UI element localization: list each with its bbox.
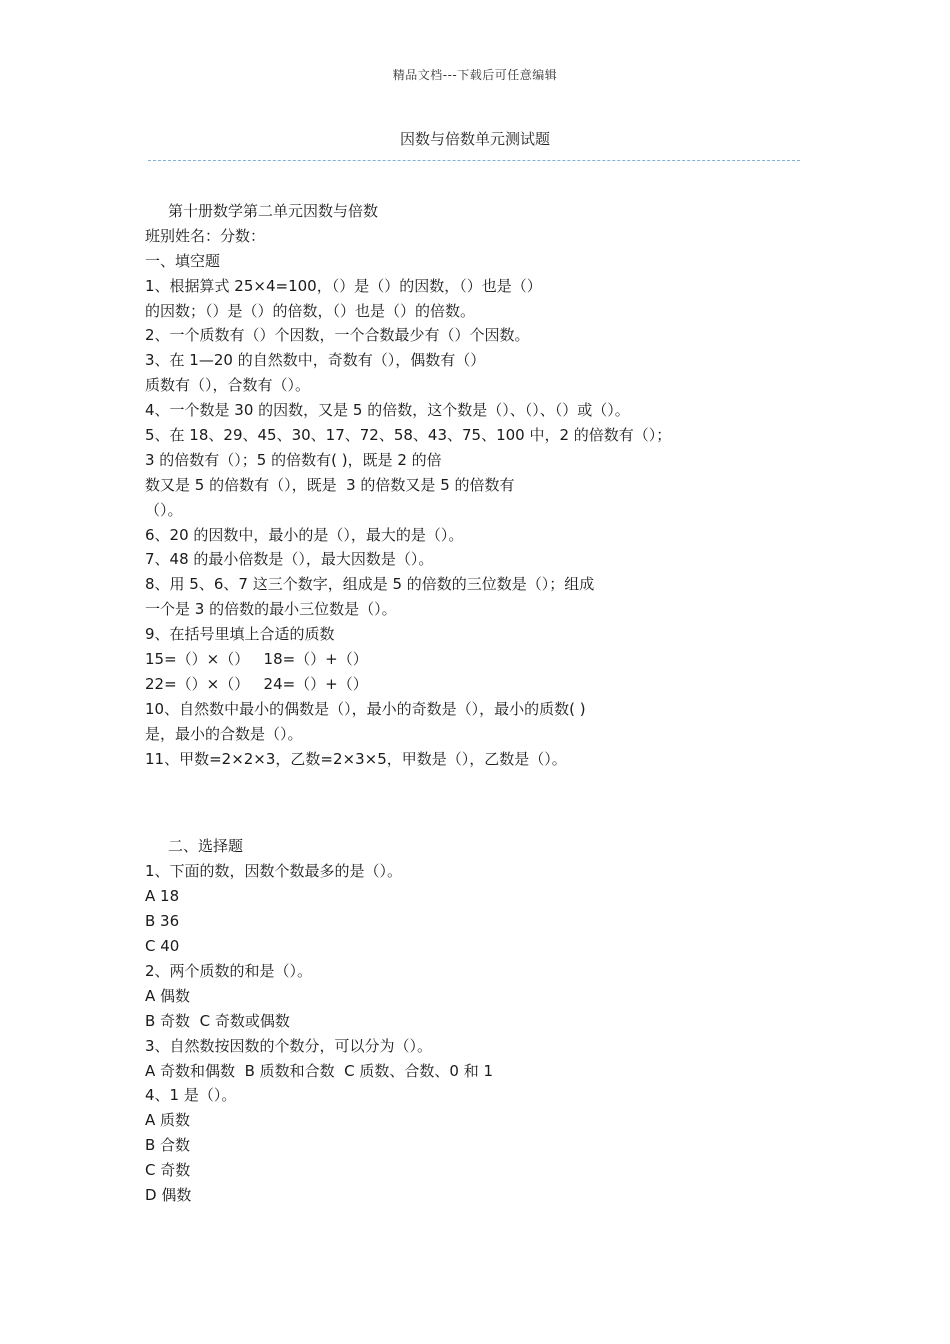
choice-option: A 18	[145, 887, 180, 906]
question-line: 数又是 5 的倍数有（），既是 3 的倍数又是 5 的倍数有	[145, 475, 515, 494]
choice-option: C 奇数	[145, 1161, 191, 1180]
choice-option: A 质数	[145, 1111, 191, 1130]
header-watermark: 精品文档---下载后可任意编辑	[392, 68, 558, 82]
question-line: 的因数；（）是（）的倍数，（）也是（）的倍数。	[145, 301, 476, 320]
question-line: 3 的倍数有（）；5 的倍数有( )，既是 2 的倍	[145, 450, 442, 469]
question-line: 3、自然数按因数的个数分，可以分为（）。	[145, 1036, 433, 1055]
question-line: 6、20 的因数中，最小的是（），最大的是（）。	[145, 525, 464, 544]
question-line: 10、自然数中最小的偶数是（），最小的奇数是（），最小的质数( )	[145, 699, 586, 718]
class-name-score-line: 班别姓名：分数：	[145, 226, 266, 245]
question-line: 一个是 3 的倍数的最小三位数是（）。	[145, 600, 397, 619]
choice-option: B 合数	[145, 1136, 191, 1155]
question-line: 22=（）×（） 24=（）+（）	[145, 674, 368, 693]
question-line: 5、在 18、29、45、30、17、72、58、43、75、100 中，2 的倍数有（）；	[145, 426, 672, 445]
section-heading-multiple-choice: 二、选择题	[168, 837, 244, 856]
question-line: 15=（）×（） 18=（）+（）	[145, 650, 368, 669]
question-line: 7、48 的最小倍数是（），最大因数是（）。	[145, 550, 434, 569]
choice-option: C 40	[145, 937, 180, 956]
question-line: 8、用 5、6、7 这三个数字，组成是 5 的倍数的三位数是（）；组成	[145, 575, 595, 594]
question-line: 质数有（），合数有（）。	[145, 376, 311, 395]
title-dashed-divider	[148, 160, 800, 161]
question-line: 1、根据算式 25×4=100，（）是（）的因数，（）也是（）	[145, 276, 542, 295]
question-line: 2、两个质数的和是（）。	[145, 961, 313, 980]
question-line: 4、一个数是 30 的因数，又是 5 的倍数，这个数是（）、（）、（）或（）。	[145, 401, 630, 420]
choice-option: A 偶数	[145, 986, 191, 1005]
section-heading-fill-in: 一、填空题	[145, 251, 221, 270]
question-line: 11、甲数=2×2×3，乙数=2×3×5，甲数是（），乙数是（）。	[145, 749, 567, 768]
section-spacer	[145, 771, 825, 834]
question-line: （）。	[145, 500, 183, 519]
question-line: 4、1 是（）。	[145, 1086, 237, 1105]
question-line: 1、下面的数，因数个数最多的是（）。	[145, 862, 403, 881]
choice-option: B 奇数 C 奇数或偶数	[145, 1011, 290, 1030]
choice-option: B 36	[145, 912, 180, 931]
exam-subtitle: 第十册数学第二单元因数与倍数	[168, 202, 379, 220]
question-line: 2、一个质数有（）个因数，一个合数最少有（）个因数。	[145, 326, 530, 345]
choice-option: D 偶数	[145, 1185, 192, 1204]
question-line: 是，最小的合数是（）。	[145, 724, 303, 743]
question-line: 9、在括号里填上合适的质数	[145, 625, 335, 644]
document-body	[145, 199, 825, 1208]
choice-option: A 奇数和偶数 B 质数和合数 C 质数、合数、0 和 1	[145, 1061, 494, 1080]
document-title: 因数与倍数单元测试题	[399, 130, 550, 148]
question-line: 3、在 1—20 的自然数中，奇数有（），偶数有（）	[145, 351, 486, 370]
